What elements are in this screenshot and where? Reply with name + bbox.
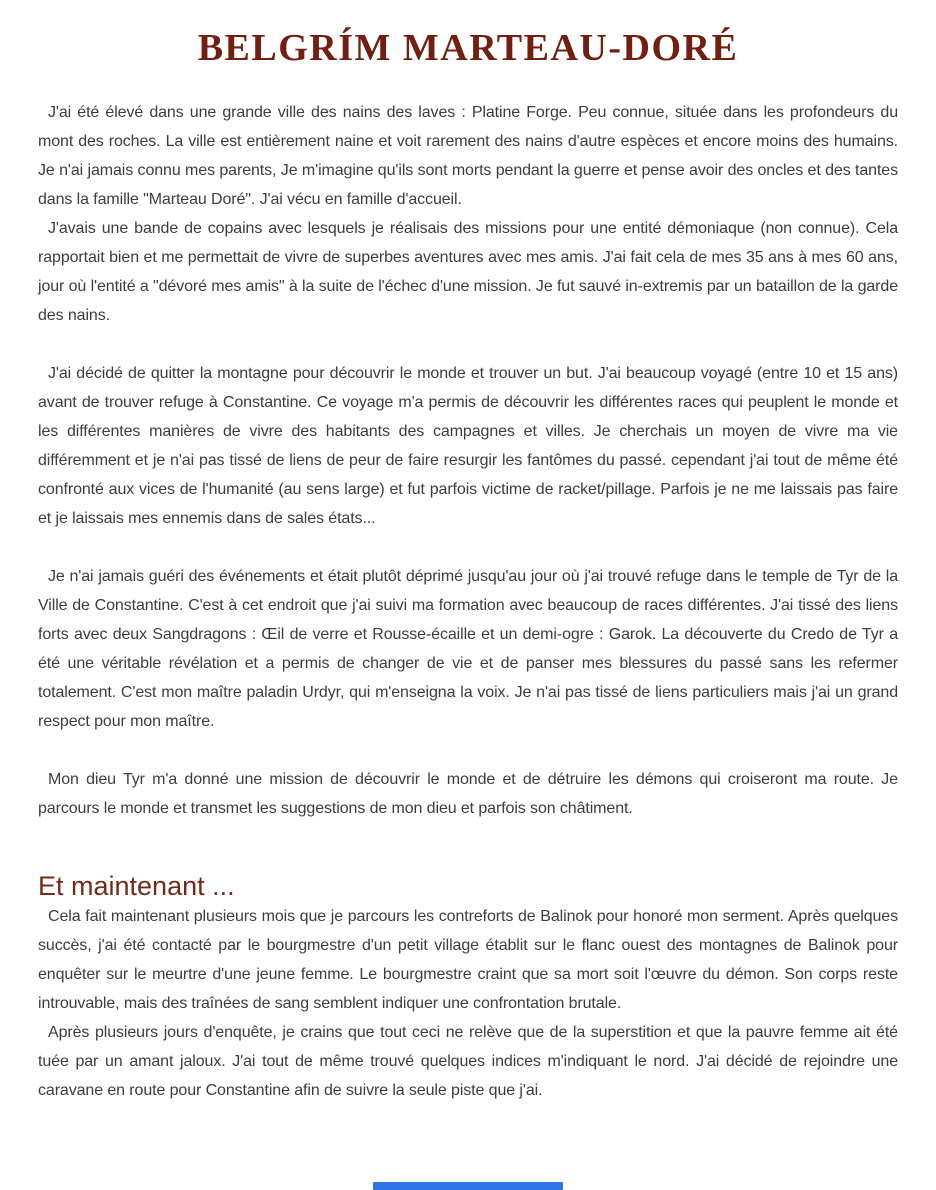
bio-paragraph-3: J'ai décidé de quitter la montagne pour découvrir le monde et trouver un but. J'ai beaucoup voyagé (entre 10 et 15 ans) avant de trouver refuge à Constantine. Ce voyage m'a permis de découvrir les différentes races qui peuplent le monde et les différentes manières de vivre des habitants des campagnes et villes. Je cherchais un moyen de vivre ma vie différemment et je n'ai pas tissé de liens de peur de faire resurgir les fantômes du passé. cependant j'ai tout de même été confronté aux vices de l'humanité (au sens large) et fut parfois victime de racket/pillage. Parfois je ne me laissais pas faire et je laissais mes ennemis dans de sales états... (38, 365, 898, 527)
page-title: BELGRÍM MARTEAU-DORÉ (197, 27, 739, 69)
bio-paragraph-4: Je n'ai jamais guéri des événements et était plutôt déprimé jusqu'au jour où j'ai trouvé refuge dans le temple de Tyr de la Ville de Constantine. C'est à cet endroit que j'ai suivi ma formation avec beaucoup de races différentes. J'ai tissé des liens forts avec deux Sangdragons : Œil de verre et Rousse-écaille et un demi-ogre : Garok. La découverte du Credo de Tyr a été une véritable révélation et a permis de changer de vie et de panser mes blessures du passé sans les refermer totalement. C'est mon maître paladin Urdyr, qui m'enseigna la voix. Je n'ai pas tissé de liens particuliers mais j'ai un grand respect pour mon maître. (38, 568, 898, 730)
bio-paragraph-1: J'ai été élevé dans une grande ville des nains des laves : Platine Forge. Peu connue, située dans les profondeurs du mont des roches. La ville est entièrement naine et voit rarement des nains d'autre espèces et encore moins des humains. Je n'ai jamais connu mes parents, Je m'imagine qu'ils sont morts pendant la guerre et pense avoir des oncles et des tantes dans la famille "Marteau Doré". J'ai vécu en famille d'accueil. (38, 104, 898, 208)
section-heading-et-maintenant: Et maintenant ... (38, 871, 235, 901)
scroll-indicator-bar[interactable] (373, 1182, 563, 1190)
bio-paragraph-2: J'avais une bande de copains avec lesquels je réalisais des missions pour une entité démoniaque (non connue). Cela rapportait bien et me permettait de vivre de superbes aventures avec mes amis. J'ai fait cela de mes 35 ans à mes 60 ans, jour où l'entité a "dévoré mes amis" à la suite de l'échec d'une mission. Je fut sauvé in-extremis par un bataillon de la garde des nains. (38, 220, 898, 324)
bio-paragraph-5: Mon dieu Tyr m'a donné une mission de découvrir le monde et de détruire les démons qui croiseront ma route. Je parcours le monde et transmet les suggestions de mon dieu et parfois son châtiment. (38, 771, 898, 817)
now-paragraph-2: Après plusieurs jours d'enquête, je crains que tout ceci ne relève que de la superstition et que la pauvre femme ait été tuée par un amant jaloux. J'ai tout de même trouvé quelques indices m'indiquant le nord. J'ai décidé de rejoindre une caravane en route pour Constantine afin de suivre la seule piste que j'ai. (38, 1024, 898, 1099)
now-paragraph-1: Cela fait maintenant plusieurs mois que je parcours les contreforts de Balinok pour honoré mon serment. Après quelques succès, j'ai été contacté par le bourgmestre d'un petit village établit sur le flanc ouest des montagnes de Balinok pour enquêter sur le meurtre d'une jeune femme. Le bourgmestre craint que sa mort soit l'œuvre du démon. Son corps reste introuvable, mais des traînées de sang semblent indiquer une confrontation brutale. (38, 908, 898, 1012)
